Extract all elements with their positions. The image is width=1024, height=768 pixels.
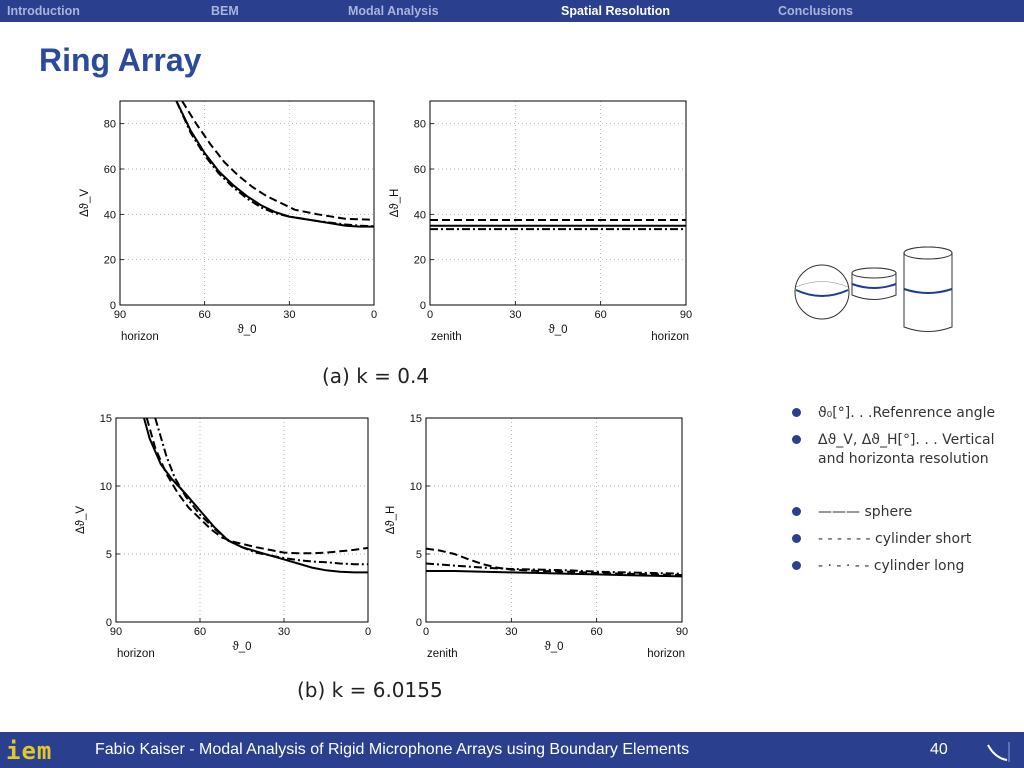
plot-b-vertical (72, 410, 382, 670)
axis-annotation-horizon: horizon (121, 331, 159, 343)
y-tick-label: 60 (103, 164, 116, 176)
y-axis-label: Δϑ_H (385, 505, 397, 535)
nav-item-modal-analysis[interactable]: Modal Analysis (348, 4, 439, 18)
bullet-dot (792, 435, 801, 444)
y-tick-label: 10 (99, 481, 112, 493)
plot-a-vertical (75, 95, 385, 355)
slide-title: Ring Array (39, 42, 202, 78)
x-tick-label: 60 (594, 309, 607, 321)
legend-label: sphere (864, 504, 913, 520)
y-tick-label: 20 (103, 254, 116, 267)
bullet-dot (792, 507, 801, 516)
x-tick-label: 30 (509, 309, 522, 321)
y-tick-label: 20 (413, 254, 426, 267)
axes-frame (120, 101, 374, 305)
x-tick-label: 60 (590, 626, 603, 638)
nav-item-introduction[interactable]: Introduction (7, 4, 80, 18)
x-tick-label: 0 (364, 626, 372, 638)
axis-annotation-zenith: zenith (431, 331, 462, 343)
x-tick-label: 30 (277, 626, 291, 638)
bullet-dot (792, 408, 801, 417)
x-tick-label: 90 (679, 309, 693, 321)
axis-annotation-horizon: horizon (647, 648, 685, 660)
y-tick-label: 80 (103, 118, 116, 131)
axis-annotation-horizon: horizon (117, 648, 155, 660)
x-tick-label: 90 (675, 626, 689, 638)
legend-marker: - · - · - - (818, 558, 870, 574)
caption-a: (a) k = 0.4 (322, 364, 430, 388)
y-tick-label: 0 (419, 300, 426, 312)
x-axis-label: ϑ_0 (237, 324, 257, 336)
bullet-text: ϑ₀[°]. . .Refenrence angle (818, 405, 996, 421)
y-tick-label: 5 (105, 549, 112, 561)
axis-annotation-zenith: zenith (427, 648, 458, 660)
nav-item-spatial-resolution[interactable]: Spatial Resolution (561, 4, 671, 18)
y-tick-label: 80 (413, 118, 426, 131)
legend-bullets (788, 404, 1018, 576)
legend-marker: - - - - - - (818, 531, 871, 547)
legend-label: cylinder long (873, 558, 965, 574)
x-tick-label: 30 (505, 626, 518, 638)
x-tick-label: 0 (370, 309, 378, 321)
bullet-dot (792, 534, 801, 543)
plot-b-horizontal (382, 410, 692, 670)
axis-annotation-horizon: horizon (651, 331, 689, 343)
y-tick-label: 15 (99, 413, 112, 425)
y-axis-label: Δϑ_V (79, 188, 91, 218)
bullet-dot (792, 561, 801, 570)
y-tick-label: 0 (109, 300, 116, 312)
legend-label: cylinder short (875, 531, 972, 547)
series-line-dashdot (176, 101, 374, 226)
axes-frame (426, 418, 682, 622)
x-tick-label: 0 (422, 626, 430, 638)
x-tick-label: 60 (198, 309, 211, 321)
plot-a-horizontal (385, 95, 695, 355)
microphone-array-illustration (790, 240, 955, 340)
x-axis-label: ϑ_0 (544, 641, 564, 653)
y-axis-label: Δϑ_V (75, 505, 87, 535)
y-tick-label: 0 (105, 617, 112, 629)
x-tick-label: 60 (193, 626, 207, 638)
bullet-resolution (788, 431, 1018, 469)
x-axis-label: ϑ_0 (232, 641, 252, 653)
y-tick-label: 5 (415, 549, 422, 561)
footer (0, 732, 1024, 768)
y-tick-label: 15 (409, 413, 422, 425)
series-line-solid (144, 418, 368, 572)
legend-cylinder-short (788, 530, 1018, 549)
series-line-dashed (147, 418, 368, 553)
nav-item-conclusions[interactable]: Conclusions (778, 4, 854, 18)
axes-frame (430, 101, 686, 305)
nav-item-bem[interactable]: BEM (211, 4, 239, 18)
iem-logo: iem (6, 737, 53, 765)
y-tick-label: 40 (413, 209, 426, 222)
x-tick-label: 0 (426, 309, 434, 321)
x-tick-label: 90 (109, 626, 123, 638)
y-tick-label: 40 (103, 209, 116, 222)
legend-cylinder-long (788, 557, 1018, 576)
legend-marker: ——— (818, 504, 860, 520)
top-navigation (0, 0, 1024, 22)
legend-sphere (788, 503, 1018, 522)
y-tick-label: 60 (413, 164, 426, 176)
x-tick-label: 90 (113, 309, 127, 321)
y-tick-label: 0 (415, 617, 422, 629)
series-line-dashdot (155, 418, 368, 564)
bullet-reference-angle (788, 404, 1018, 423)
y-axis-label: Δϑ_H (389, 188, 401, 218)
footer-text: Fabio Kaiser - Modal Analysis of Rigid Microphone Arrays using Boundary Elements (95, 741, 690, 758)
caption-b: (b) k = 6.0155 (297, 678, 443, 702)
navigation-symbol-icon[interactable] (985, 740, 1015, 764)
page-number: 40 (930, 741, 948, 758)
x-tick-label: 30 (283, 309, 296, 321)
y-tick-label: 10 (409, 481, 422, 493)
x-axis-label: ϑ_0 (548, 324, 568, 336)
bullet-text: Δϑ_V, Δϑ_H[°]. . . Vertical and horizonta resolution (818, 432, 995, 467)
series-line-solid (176, 101, 374, 227)
